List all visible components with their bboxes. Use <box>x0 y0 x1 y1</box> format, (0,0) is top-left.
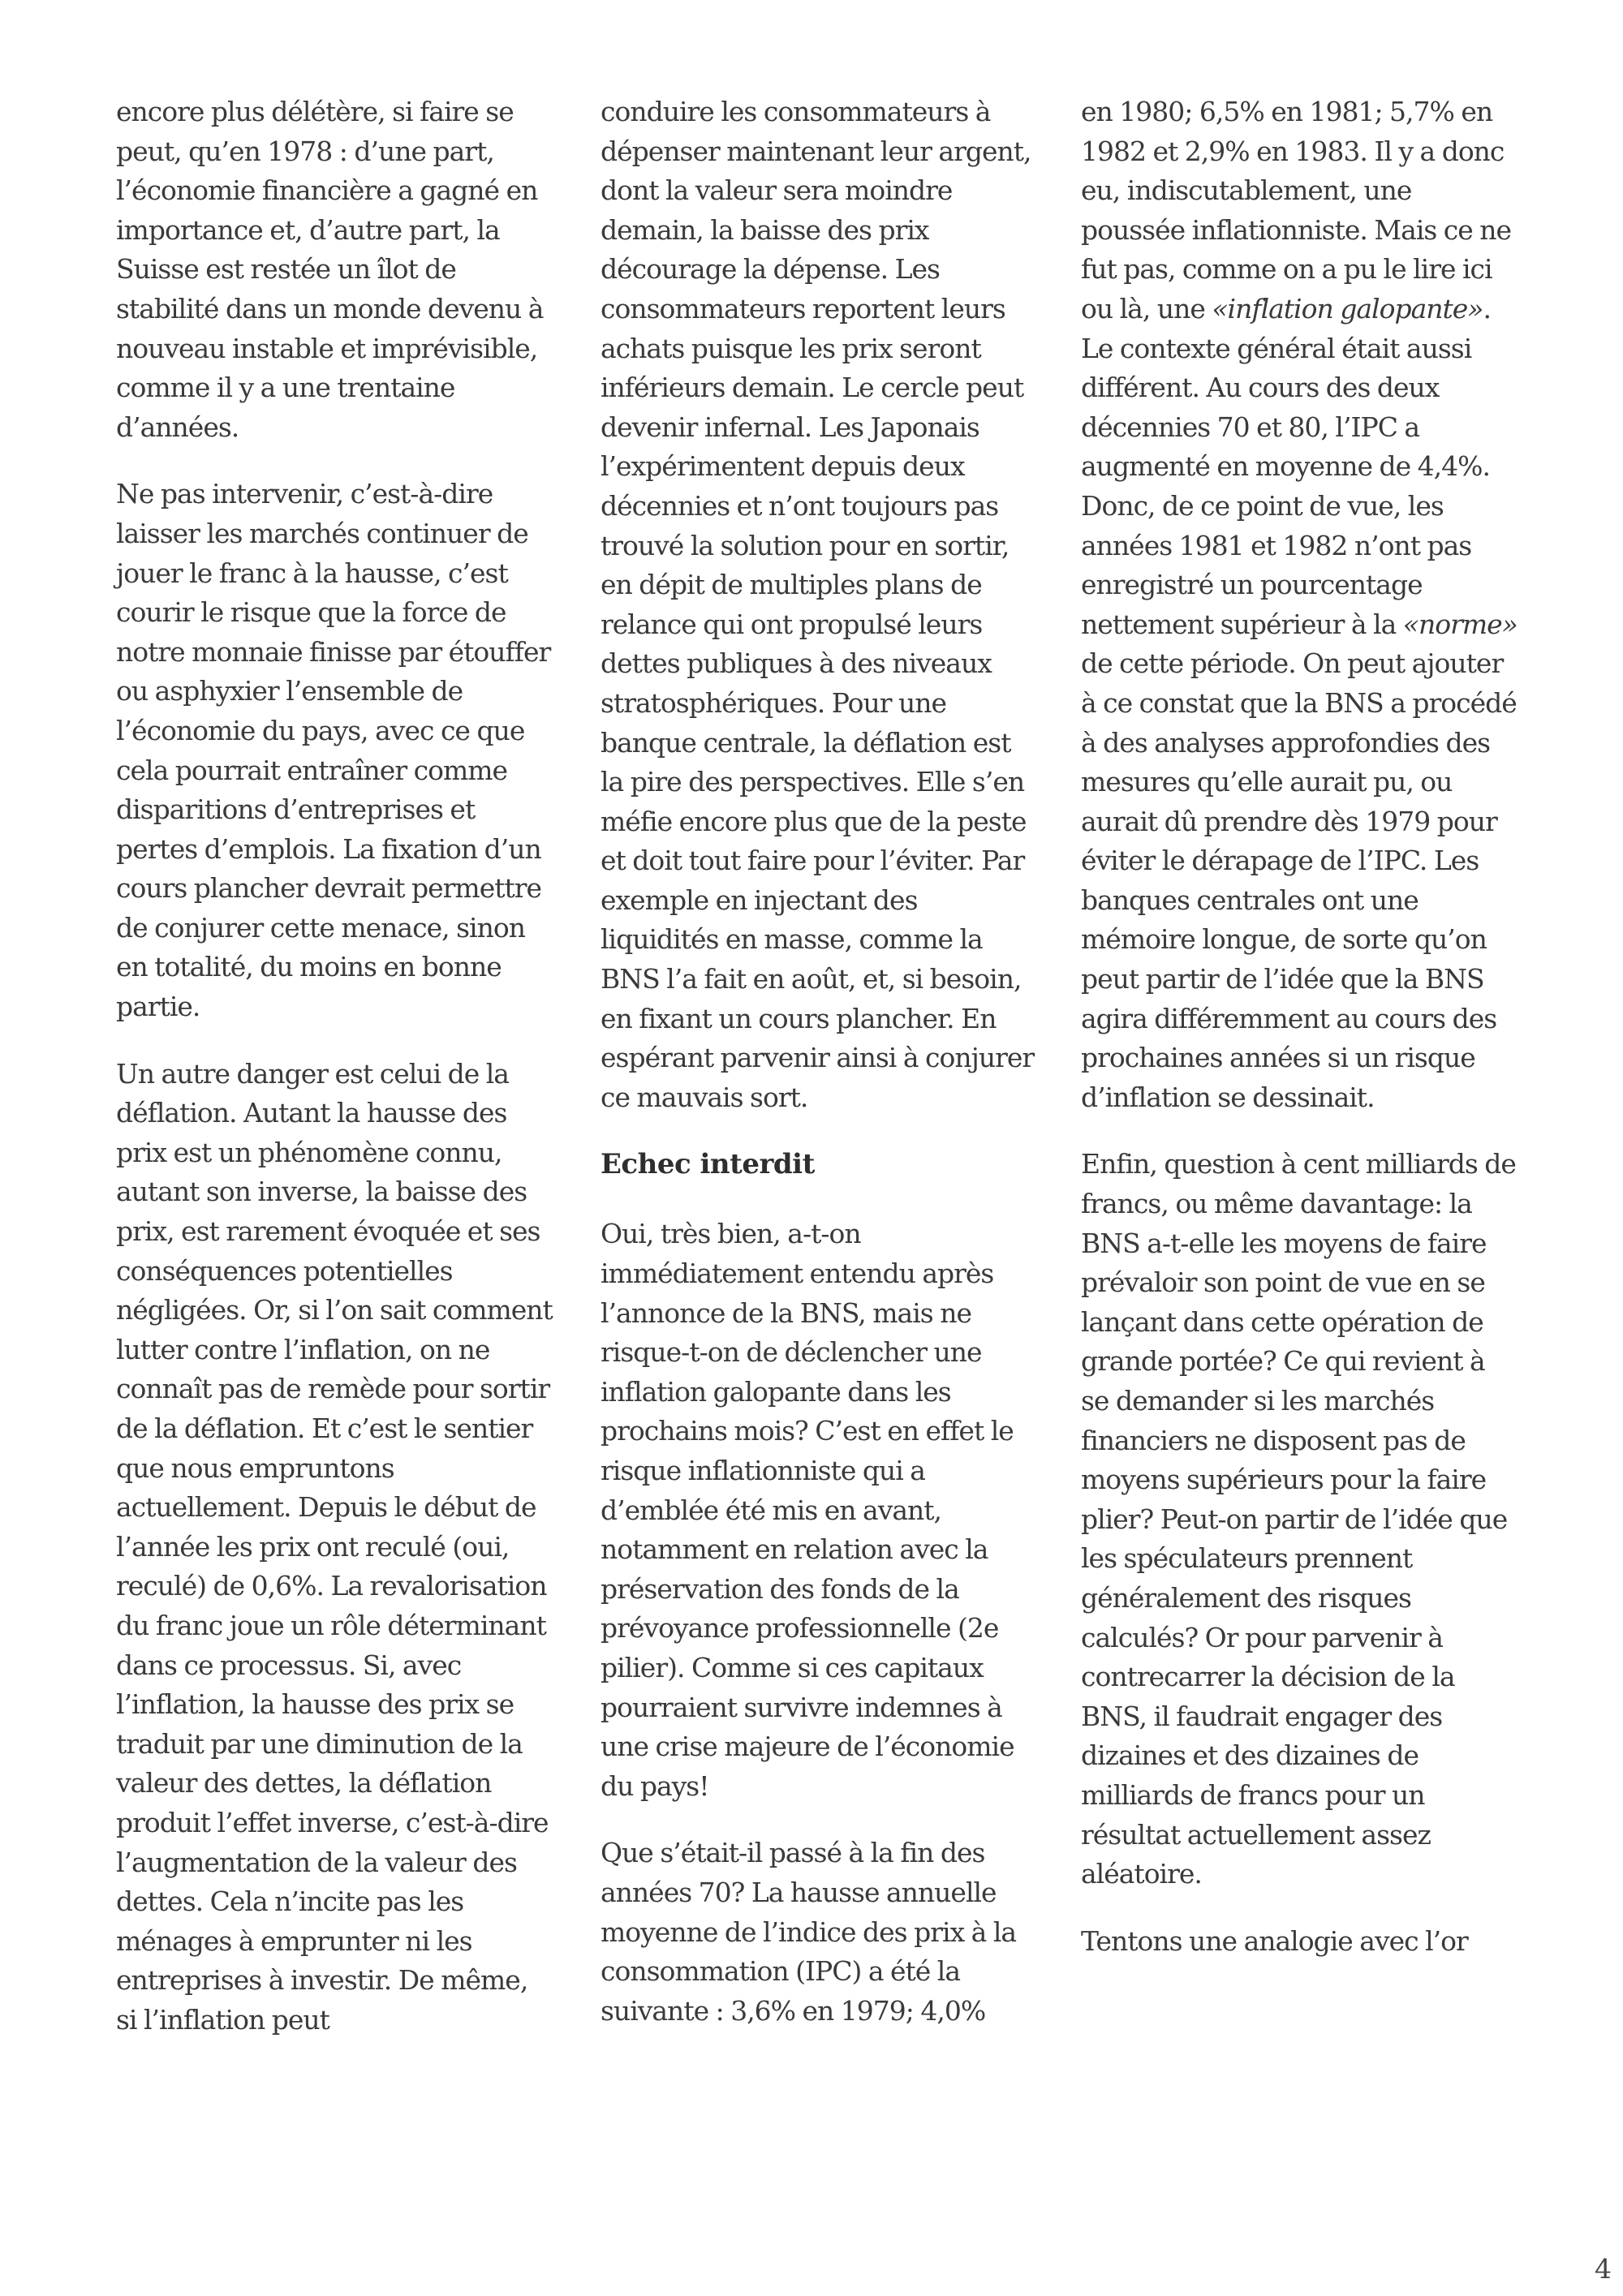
text-run: Tentons une analogie avec l’or <box>1081 1924 1468 1957</box>
column-3 <box>1081 92 1519 1989</box>
text-run: . Le contexte général était aussi différent. Au cours des deux décennies 70 et 80, l’IPC a augmenté en moyenne de 4,4%. Donc, de ce point de vue, les années 1981 et 1982 n’ont pas enregistré un pourcentage nettement supérieur à la <box>1081 292 1491 640</box>
text-run: Un autre danger est celui de la déflation. Autant la hausse des prix est un phénomène connu, autant son inverse, la baisse des prix, est rarement évoquée et ses conséquences potentielles négligées. Or, si l’on sait comment lutter contre l’inflation, on ne connaît pas de remède pour sortir de la déflation. Et c’est le sentier que nous empruntons actuellement. Depuis le début de l’année les prix ont reculé (oui, reculé) de 0,6%. La revalorisation du franc joue un rôle déterminant dans ce processus. Si, avec l’inflation, la hausse des prix se traduit par une diminution de la valeur des dettes, la déflation produit l’effet inverse, c’est-à-dire l’augmentation de la valeur des dettes. Cela n’incite pas les ménages à emprunter ni les entreprises à investir. De même, si l’inflation peut <box>116 1057 553 2036</box>
column-1 <box>116 92 554 2068</box>
text-run: Ne pas intervenir, c’est-à-dire laisser les marchés continuer de jouer le franc à la hausse, c’est courir le risque que la force de notre monnaie finisse par étouffer ou asphyxier l’ensemble de l’économie du pays, avec ce que cela pourrait entraîner comme disparitions d’entreprises et pertes d’emplois. La fixation d’un cours plancher devrait permettre de conjurer cette menace, sinon en totalité, du moins en bonne partie. <box>116 478 551 1023</box>
paragraph <box>601 92 1039 1117</box>
paragraph <box>116 475 554 1026</box>
text-run: Enfin, question à cent milliards de francs, ou même davantage: la BNS a-t-elle les moyens de faire prévaloir son point de vue en se lançant dans cette opération de grande portée? Ce qui revient à se demander si les marchés financiers ne disposent pas de moyens supérieurs pour la faire plier? Peut-on partir de l’idée que les spéculateurs prennent généralement des risques calculés? Or pour parvenir à contrecarrer la décision de la BNS, il faudrait engager des dizaines et des dizaines de milliards de francs pour un résultat actuellement assez aléatoire. <box>1081 1148 1516 1890</box>
text-run: encore plus délétère, si faire se peut, qu’en 1978 : d’une part, l’économie financière a gagné en importance et, d’autre part, la Suisse est restée un îlot de stabilité dans un monde devenu à nouveau instable et imprévisible, comme il y a une trentaine d’années. <box>116 96 544 443</box>
paragraph <box>116 1055 554 2040</box>
paragraph <box>601 1215 1039 1806</box>
text-run: conduire les consommateurs à dépenser maintenant leur argent, dont la valeur sera moindre demain, la baisse des prix décourage la dépense. Les consommateurs reportent leurs achats puisque les prix seront inférieurs demain. Le cercle peut devenir infernal. Les Japonais l’expérimentent depuis deux décennies et n’ont toujours pas trouvé la solution pour en sortir, en dépit de multiples plans de relance qui ont propulsé leurs dettes publiques à des niveaux stratosphériques. Pour une banque centrale, la déflation est la pire des perspectives. Elle s’en méfie encore plus que de la peste et doit tout faire pour l’éviter. Par exemple en injectant des liquidités en masse, comme la BNS l’a fait en août, et, si besoin, en fixant un cours plancher. En espérant parvenir ainsi à conjurer ce mauvais sort. <box>601 96 1035 1113</box>
paragraph <box>1081 1145 1519 1894</box>
italic-quote: «inflation galopante» <box>1212 292 1483 325</box>
column-2 <box>601 92 1039 2058</box>
text-run: Oui, très bien, a-t-on immédiatement entendu après l’annonce de la BNS, mais ne risque-t-on de déclencher une inflation galopante dans les prochains mois? C’est en effet le risque inflationniste qui a d’emblée été mis en avant, notamment en relation avec la préservation des fonds de la prévoyance professionnelle (2e pilier). Comme si ces capitaux pourraient survivre indemnes à une crise majeure de l’économie du pays! <box>601 1218 1014 1802</box>
paragraph <box>601 1834 1039 2031</box>
text-run: en 1980; 6,5% en 1981; 5,7% en 1982 et 2,9% en 1983. Il y a donc eu, indiscutablement, une poussée inflationniste. Mais ce ne fut pas, comme on a pu le lire ici ou là, une <box>1081 96 1512 325</box>
text-run: Que s’était-il passé à la fin des années 70? La hausse annuelle moyenne de l’indice des prix à la consommation (IPC) a été la suivante : 3,6% en 1979; 4,0% <box>601 1837 1017 2027</box>
text-run: de cette période. On peut ajouter à ce constat que la BNS a procédé à des analyses approfondies des mesures qu’elle aurait pu, ou aurait dû prendre dès 1979 pour éviter le dérapage de l’IPC. Les banques centrales ont une mémoire longue, de sorte qu’on peut partir de l’idée que la BNS agira différemment au cours des prochaines années si un risque d’inflation se dessinait. <box>1081 647 1517 1113</box>
section-heading: Echec interdit <box>601 1148 815 1181</box>
page-number: 4 <box>1595 2253 1612 2285</box>
paragraph <box>116 92 554 447</box>
paragraph <box>1081 1922 1519 1962</box>
paragraph <box>1081 92 1519 1117</box>
italic-quote: «norme» <box>1402 608 1518 640</box>
